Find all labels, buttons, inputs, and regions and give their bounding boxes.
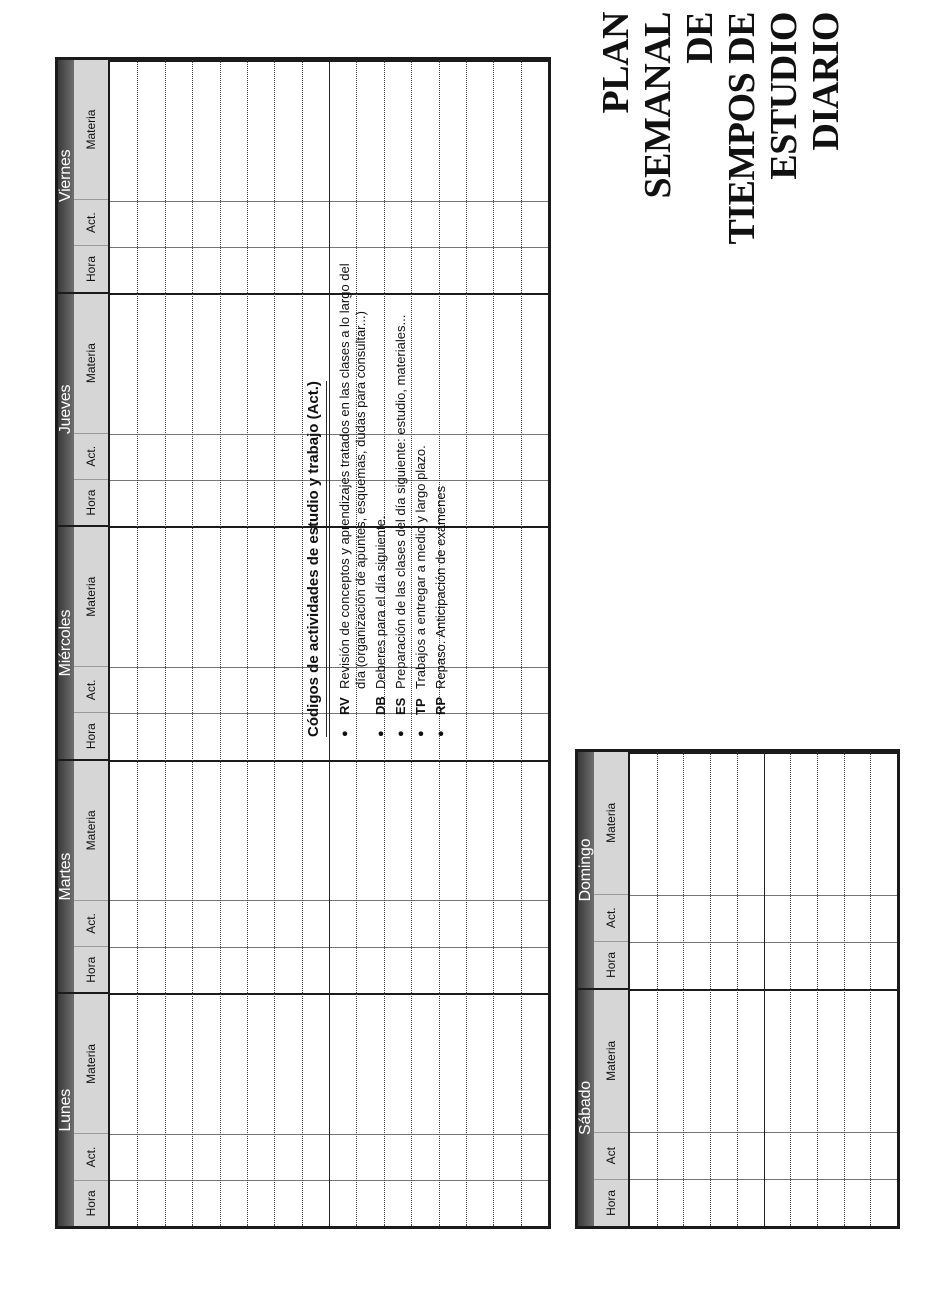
input-cell[interactable] — [110, 1180, 548, 1226]
code-description: Repaso. Anticipación de exámenes — [433, 485, 448, 689]
col-hora: Hora — [74, 479, 108, 525]
col-hora: Hora — [594, 1179, 628, 1226]
title-line: DIARIO — [805, 12, 847, 151]
code-description: Trabajos a entregar a medio y largo plazo. — [413, 445, 428, 689]
col-act: Act. — [74, 199, 108, 245]
col-hora: Hora — [74, 1180, 108, 1226]
martes-body — [110, 760, 548, 993]
input-cell[interactable] — [110, 900, 548, 946]
code-label: ES — [393, 697, 408, 715]
col-act: Act. — [74, 666, 108, 712]
col-act: Act — [594, 1132, 628, 1179]
activity-codes-section — [305, 257, 453, 737]
bullet-icon: ● — [415, 730, 427, 737]
code-item-tp — [413, 257, 429, 737]
weekend-table-body — [630, 752, 897, 1226]
input-cell[interactable] — [110, 201, 548, 247]
day-domingo: Domingo — [577, 838, 594, 902]
code-item-rv — [337, 257, 369, 737]
title-line: PLAN — [595, 12, 637, 114]
lunes-columns — [74, 992, 108, 1226]
input-cell[interactable] — [110, 1134, 548, 1180]
col-hora: Hora — [594, 941, 628, 988]
input-cell[interactable] — [630, 1132, 897, 1179]
col-materia: Materia — [84, 576, 98, 617]
code-label: TP — [413, 698, 428, 715]
code-label: RP — [433, 696, 448, 715]
jueves-columns — [74, 292, 108, 526]
domingo-columns — [594, 752, 628, 988]
sabado-columns — [594, 988, 628, 1226]
bullet-icon: ● — [395, 730, 407, 737]
weekend-schedule-table — [575, 749, 900, 1229]
viernes-columns — [74, 60, 108, 292]
input-cell[interactable] — [110, 947, 548, 993]
codes-title: Códigos de actividades de estudio y trabajo (Act.) — [305, 381, 327, 737]
weekend-column-headers — [594, 752, 630, 1226]
weekday-schedule-table — [55, 57, 551, 1229]
col-materia: Materia — [604, 1040, 618, 1081]
day-lunes: Lunes — [58, 992, 74, 1226]
col-materia: Materia — [84, 1043, 98, 1084]
title-line: ESTUDIO — [763, 12, 805, 180]
input-cell[interactable] — [110, 762, 548, 901]
sabado-body — [630, 989, 897, 1226]
day-miercoles: Miércoles — [58, 525, 74, 759]
code-item-rp — [433, 257, 449, 737]
col-hora: Hora — [74, 245, 108, 291]
day-martes: Martes — [58, 759, 74, 993]
bullet-icon: ● — [375, 730, 387, 737]
col-act: Act. — [594, 894, 628, 941]
miercoles-columns — [74, 525, 108, 759]
code-label: RV — [337, 697, 352, 715]
col-materia: Materia — [84, 343, 98, 384]
day-jueves: Jueves — [58, 292, 74, 526]
input-cell[interactable] — [110, 62, 548, 201]
day-viernes: Viernes — [57, 149, 74, 203]
code-description: Revisión de conceptos y aprendizajes tratados en las clases a lo largo del día (organización de apuntes, esquemas, dudas para consultar...) — [337, 263, 368, 689]
bullet-icon: ● — [339, 730, 351, 737]
lunes-body — [110, 993, 548, 1226]
codes-list — [337, 257, 449, 737]
input-cell[interactable] — [630, 754, 897, 895]
weekday-column-headers — [74, 60, 110, 1226]
weekday-header-row — [58, 60, 74, 1226]
input-cell[interactable] — [630, 942, 897, 989]
code-description: Deberes para el día siguiente. — [373, 515, 388, 689]
code-item-db — [373, 257, 389, 737]
col-materia: Materia — [604, 802, 618, 843]
input-cell[interactable] — [110, 995, 548, 1134]
domingo-body — [630, 752, 897, 989]
col-act: Act. — [74, 1133, 108, 1179]
bullet-icon: ● — [435, 730, 447, 737]
col-hora: Hora — [74, 946, 108, 992]
page-title — [595, 12, 847, 257]
title-line: SEMANAL DE — [637, 12, 721, 199]
title-line: TIEMPOS DE — [721, 12, 763, 245]
col-act: Act. — [74, 900, 108, 946]
col-materia: Materia — [84, 109, 98, 150]
col-hora: Hora — [74, 713, 108, 759]
input-cell[interactable] — [630, 1179, 897, 1226]
day-sabado: Sábado — [578, 988, 594, 1226]
input-cell[interactable] — [630, 895, 897, 942]
code-item-es — [393, 257, 409, 737]
weekend-header-row — [578, 752, 594, 1226]
col-materia: Materia — [84, 810, 98, 851]
input-cell[interactable] — [630, 991, 897, 1132]
martes-columns — [74, 759, 108, 993]
col-act: Act. — [74, 433, 108, 479]
code-description: Preparación de las clases del día siguiente: estudio, materiales... — [393, 314, 408, 689]
code-label: DB — [373, 696, 388, 715]
